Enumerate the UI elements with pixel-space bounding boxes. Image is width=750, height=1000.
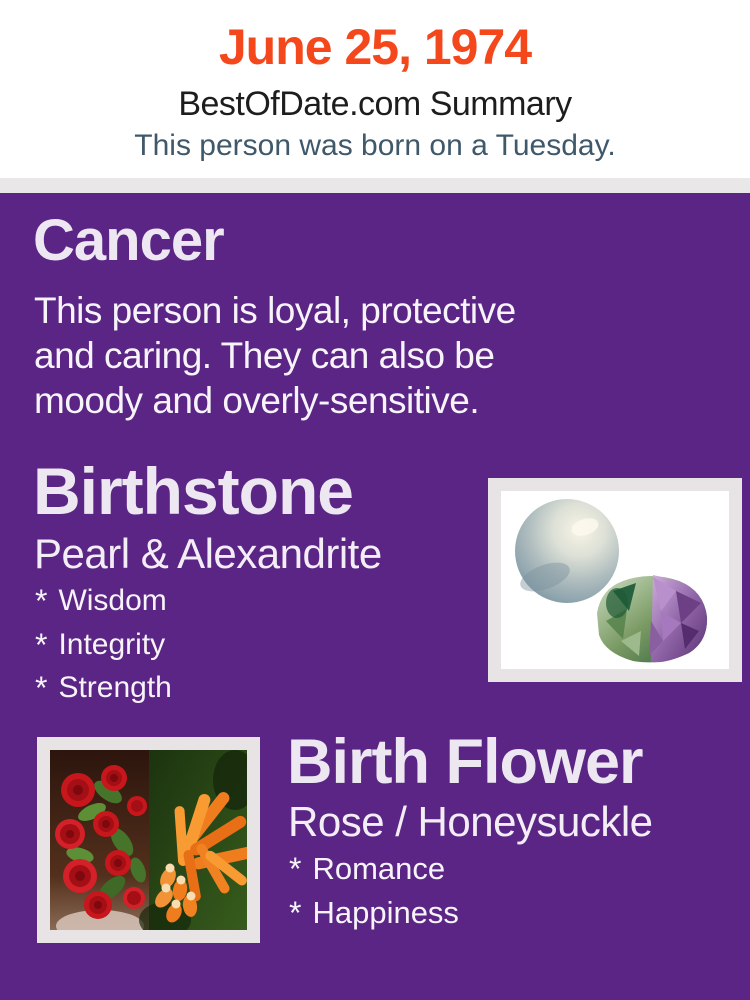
divider-strip	[0, 178, 750, 193]
birth-flower-heading: Birth Flower	[287, 727, 643, 797]
birthstone-trait	[35, 627, 165, 665]
asterisk-bullet-icon: *	[35, 583, 48, 619]
asterisk-bullet-icon: *	[289, 851, 302, 887]
zodiac-description	[34, 289, 694, 424]
roses-graphic	[50, 750, 149, 930]
birth-flower-trait-label: Romance	[312, 851, 446, 886]
zodiac-description-line: and caring. They can also be	[34, 335, 495, 376]
birthstone-heading: Birthstone	[33, 454, 353, 528]
alexandrite-graphic	[597, 575, 707, 662]
birth-flower-trait	[289, 895, 459, 933]
birthstone-trait	[35, 670, 172, 708]
birthstone-trait-label: Wisdom	[58, 584, 167, 617]
born-day-tagline: This person was born on a Tuesday.	[134, 129, 616, 162]
birth-flower-trait-label: Happiness	[312, 895, 459, 930]
header	[0, 0, 750, 178]
birthstone-trait-label: Strength	[58, 671, 172, 704]
birthstone-trait-label: Integrity	[58, 628, 166, 661]
asterisk-bullet-icon: *	[35, 670, 48, 706]
zodiac-description-line: moody and overly-sensitive.	[34, 380, 480, 421]
pearl-graphic	[515, 499, 619, 603]
page-title-date: June 25, 1974	[218, 19, 532, 75]
birth-flower-photo-card	[37, 737, 260, 943]
birth-flower-trait	[289, 851, 445, 889]
zodiac-sign-heading: Cancer	[33, 208, 224, 273]
pearl-and-alexandrite-photo	[501, 491, 729, 669]
rose-and-honeysuckle-photo	[50, 750, 247, 930]
birth-flower-names: Rose / Honeysuckle	[288, 798, 653, 845]
birthstone-trait	[35, 583, 167, 621]
asterisk-bullet-icon: *	[289, 895, 302, 931]
zodiac-description-line: This person is loyal, protective	[34, 290, 516, 331]
birthstone-photo-card	[488, 478, 742, 682]
details-panel	[0, 193, 750, 1000]
site-summary: BestOfDate.com Summary	[178, 85, 572, 123]
asterisk-bullet-icon: *	[35, 627, 48, 663]
honeysuckle-graphic	[139, 750, 247, 930]
birthstone-names: Pearl & Alexandrite	[34, 530, 382, 577]
